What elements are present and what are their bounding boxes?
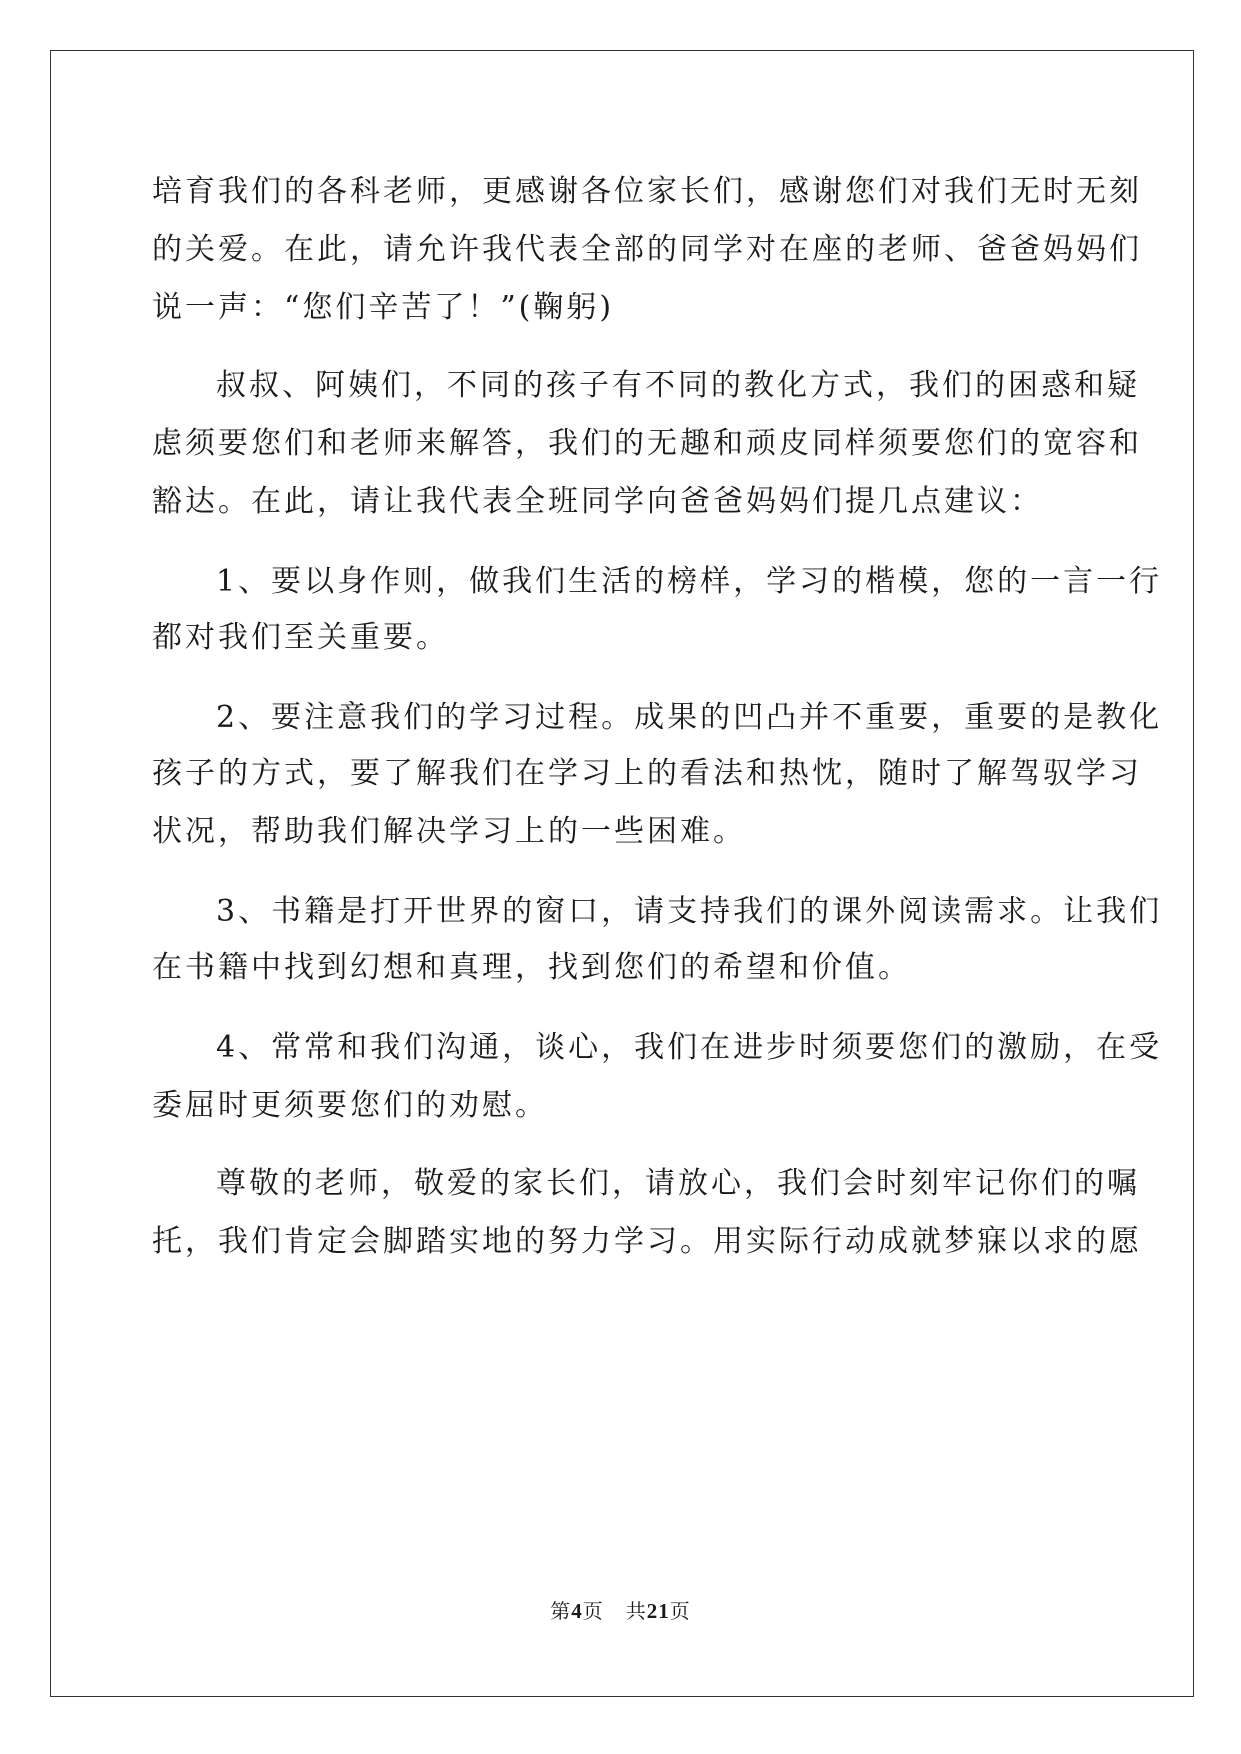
footer-prefix: 第: [550, 1599, 572, 1623]
text-line: 2、要注意我们的学习过程。成果的凹凸并不重要，重要的是教化: [216, 700, 1163, 735]
text-line: 的关爱。在此，请允许我代表全部的同学对在座的老师、爸爸妈妈们: [152, 232, 1142, 267]
text-line: 孩子的方式，要了解我们在学习上的看法和热忱，随时了解驾驭学习: [152, 756, 1142, 791]
text-line: 都对我们至关重要。: [152, 620, 449, 655]
total-pages-number: 21: [646, 1599, 670, 1623]
text-line: 虑须要您们和老师来解答，我们的无趣和顽皮同样须要您们的宽容和: [152, 426, 1142, 461]
text-line: 尊敬的老师，敬爱的家长们，请放心，我们会时刻牢记你们的嘱: [216, 1166, 1140, 1201]
footer-page-label: 页: [582, 1599, 604, 1623]
text-line: 3、书籍是打开世界的窗口，请支持我们的课外阅读需求。让我们: [216, 894, 1163, 929]
text-line: 豁达。在此，请让我代表全班同学向爸爸妈妈们提几点建议：: [152, 484, 1043, 519]
text-line: 委屈时更须要您们的劝慰。: [152, 1088, 548, 1123]
current-page-number: 4: [571, 1599, 583, 1623]
text-line: 4、常常和我们沟通，谈心，我们在进步时须要您们的激励，在受: [216, 1030, 1163, 1065]
footer-total-label: 页: [669, 1599, 691, 1623]
text-line: 1、要以身作则，做我们生活的榜样，学习的楷模，您的一言一行: [216, 564, 1163, 599]
text-line: 状况，帮助我们解决学习上的一些困难。: [152, 814, 746, 849]
text-line: 说一声：“您们辛苦了！”(鞠躬): [152, 290, 615, 325]
text-line: 培育我们的各科老师，更感谢各位家长们，感谢您们对我们无时无刻: [152, 174, 1142, 209]
text-line: 托，我们肯定会脚踏实地的努力学习。用实际行动成就梦寐以求的愿: [152, 1224, 1142, 1259]
text-line: 在书籍中找到幻想和真理，找到您们的希望和价值。: [152, 950, 911, 985]
page-number-footer: [0, 1595, 1241, 1624]
text-line: 叔叔、阿姨们，不同的孩子有不同的教化方式，我们的困惑和疑: [216, 368, 1140, 403]
footer-total-prefix: 共: [625, 1599, 647, 1623]
